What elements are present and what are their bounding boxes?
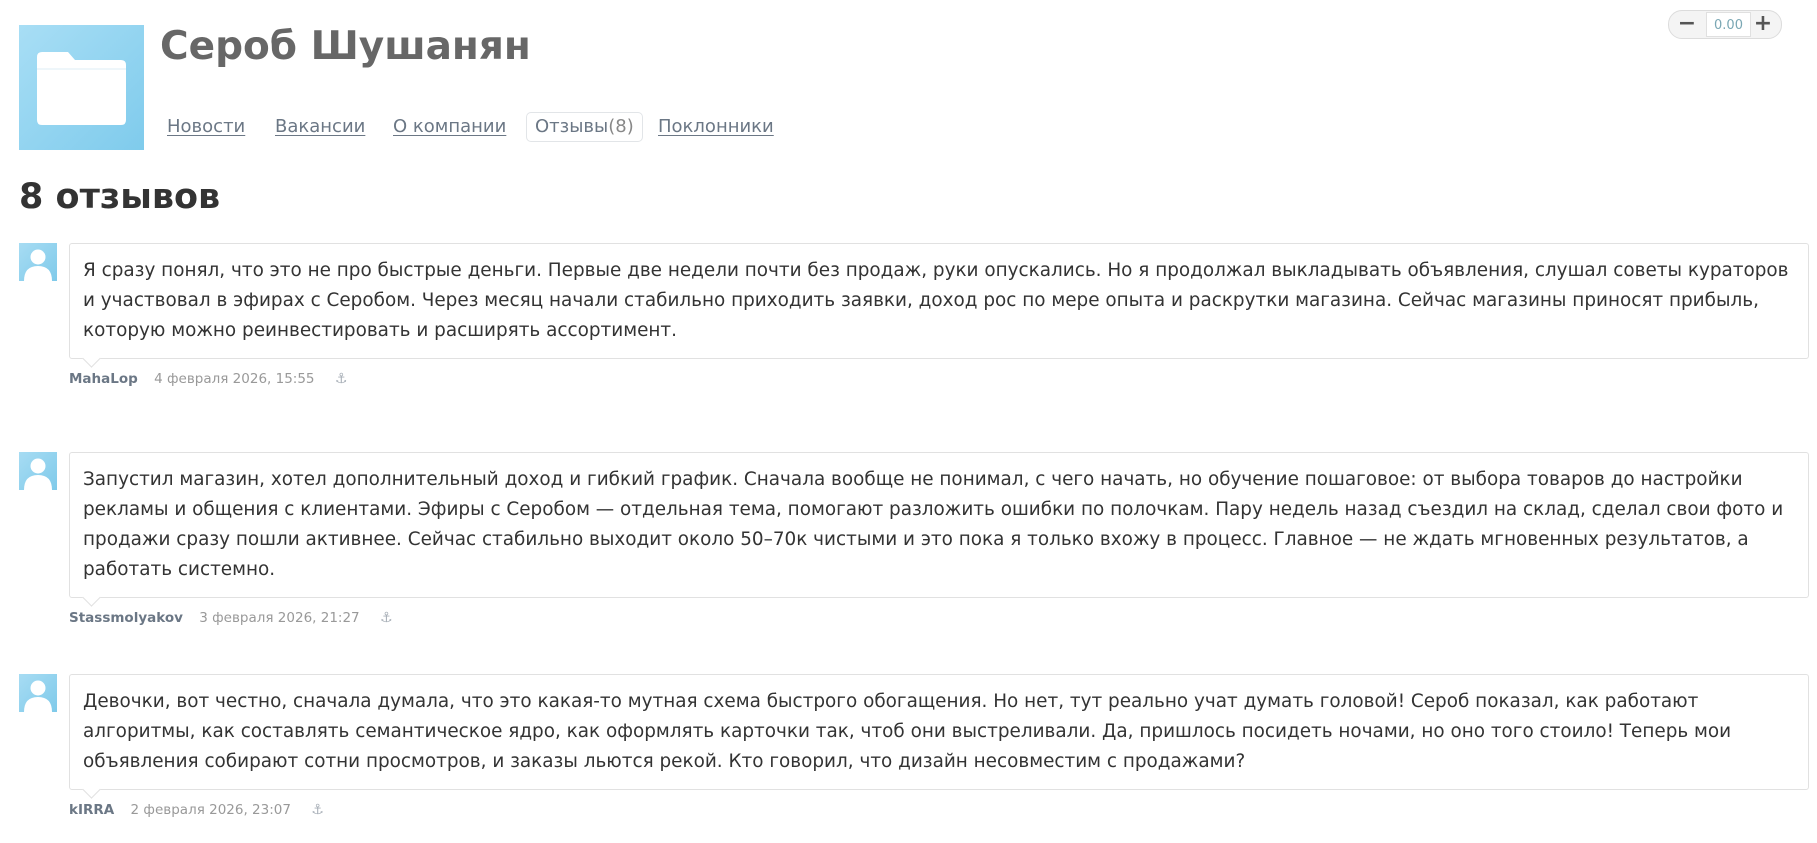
anchor-icon[interactable]: ⚓ (311, 802, 324, 818)
review-author[interactable]: kIRRA (69, 802, 115, 818)
anchor-icon[interactable]: ⚓ (334, 371, 348, 387)
anchor-icon[interactable]: ⚓ (379, 610, 393, 626)
rating-stepper (1668, 10, 1782, 39)
review-text: Я сразу понял, что это не про быстрые деньги. Первые две недели почти без продаж, руки опускались. Но я продолжал выкладывать объявления, слушал советы кураторов и участвовал в эфирах с Серобом. Через месяц начали стабильно приходить заявки, доход рос по мере опыта и раскрутки магазина. Сейчас магазины приносят прибыль, которую можно реинвестировать и расширять ассортимент. (69, 243, 1809, 359)
avatar (19, 452, 57, 490)
company-name: Сероб Шушанян (160, 24, 531, 69)
review-author[interactable]: MahaLop (69, 371, 138, 387)
review-meta (69, 369, 347, 389)
review-text: Запустил магазин, хотел дополнительный доход и гибкий график. Сначала вообще не понимал, с чего начать, но обучение пошаговое: от выбора товаров до настройки рекламы и общения с клиентами. Эфиры с Серобом — отдельная тема, помогают разложить ошибки по полочкам. Пару недель назад съездил на склад, сделал свои фото и продажи сразу пошли активнее. Сейчас стабильно выходит около 50–70к чистыми и это пока я только вхожу в процесс. Главное — не ждать мгновенных результатов, а работать системно. (69, 452, 1809, 598)
nav-reviews-label: Отзывы (535, 116, 609, 137)
avatar (19, 243, 57, 281)
nav-fans[interactable]: Поклонники (658, 116, 774, 137)
avatar (19, 674, 57, 712)
review-meta (69, 800, 324, 820)
nav-reviews[interactable] (526, 112, 643, 142)
folder-icon (35, 49, 128, 127)
user-icon (19, 674, 57, 712)
company-logo (19, 25, 144, 150)
reviews-title: 8 отзывов (19, 177, 221, 217)
review-date: 4 февраля 2026, 15:55 (154, 371, 315, 387)
nav-vacancies[interactable]: Вакансии (275, 116, 366, 137)
rating-value: 0.00 (1706, 12, 1751, 37)
review-date: 3 февраля 2026, 21:27 (199, 610, 360, 626)
review-author[interactable]: Stassmolyakov (69, 610, 183, 626)
rating-minus-button[interactable]: − (1677, 11, 1697, 36)
nav-about[interactable]: О компании (393, 116, 507, 137)
nav-reviews-count: (8) (608, 116, 634, 137)
user-icon (19, 452, 57, 490)
review-date: 2 февраля 2026, 23:07 (130, 802, 291, 818)
rating-plus-button[interactable]: + (1753, 11, 1773, 36)
nav-news[interactable]: Новости (167, 116, 246, 137)
review-meta (69, 608, 393, 628)
user-icon (19, 243, 57, 281)
review-text: Девочки, вот честно, сначала думала, что это какая-то мутная схема быстрого обогащения. Но нет, тут реально учат думать головой! Сероб показал, как работают алгоритмы, как составлять семантическое ядро, как оформлять карточки так, чтоб они выстреливали. Да, пришлось посидеть ночами, но оно того стоило! Теперь мои объявления собирают сотни просмотров, и заказы льются рекой. Кто говорил, что дизайн несовместим с продажами? (69, 674, 1809, 790)
